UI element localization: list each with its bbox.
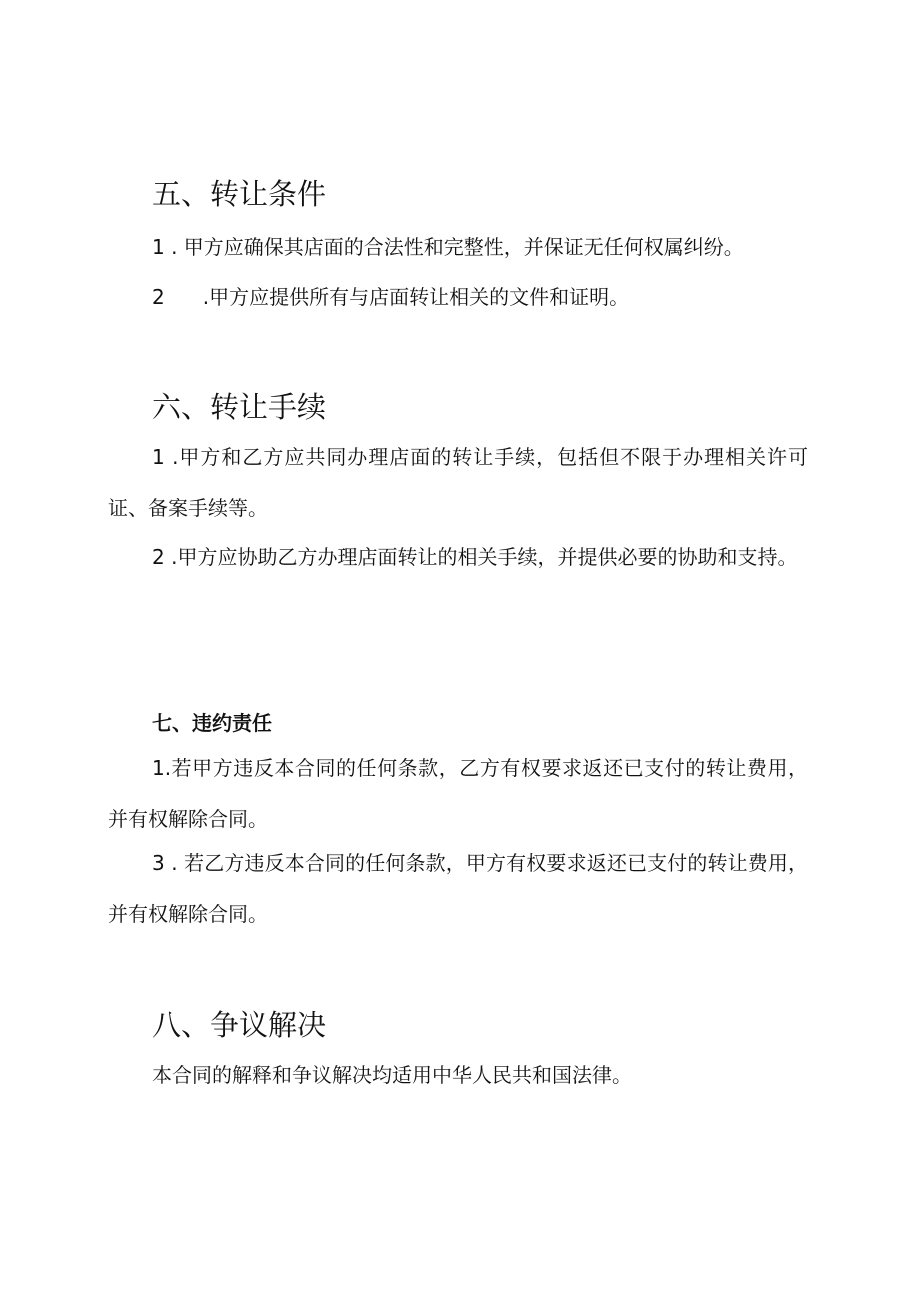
- section-6-item-2: [108, 532, 808, 583]
- section-8-title: 八、争议解决: [152, 1008, 327, 1042]
- item-number: 2: [152, 545, 165, 569]
- item-number: 3: [152, 851, 165, 875]
- item-text: . 甲方应确保其店面的合法性和完整性，并保证无任何权属纠纷。: [171, 235, 744, 259]
- section-8-body: 本合同的解释和争议解决均适用中华人民共和国法律。: [152, 1063, 632, 1087]
- item-text: .甲方应提供所有与店面转让相关的文件和证明。: [202, 285, 630, 309]
- section-5-item-1: [108, 222, 808, 273]
- item-number: 1: [152, 235, 165, 259]
- item-number: 1.: [152, 756, 172, 780]
- item-number: 1: [152, 445, 165, 469]
- item-number: 2: [152, 285, 165, 309]
- section-7-item-1: [108, 743, 808, 845]
- item-text: .甲方应协助乙方办理店面转让的相关手续，并提供必要的协助和支持。: [171, 545, 798, 569]
- section-5-title: 五、转让条件: [152, 177, 327, 211]
- section-7-item-2: [108, 838, 808, 940]
- item-text: . 若乙方违反本合同的任何条款，甲方有权要求返还已支付的转让费用，并有权解除合同。: [108, 851, 809, 926]
- item-text: .甲方和乙方应共同办理店面的转让手续，包括但不限于办理相关许可证、备案手续等。: [108, 445, 808, 520]
- section-7-title: 七、违约责任: [152, 711, 272, 735]
- section-5-item-2: [108, 272, 808, 323]
- item-text: 若甲方违反本合同的任何条款，乙方有权要求返还已支付的转让费用，并有权解除合同。: [108, 756, 808, 831]
- section-6-title: 六、转让手续: [152, 390, 327, 424]
- section-6-item-1: [108, 432, 808, 534]
